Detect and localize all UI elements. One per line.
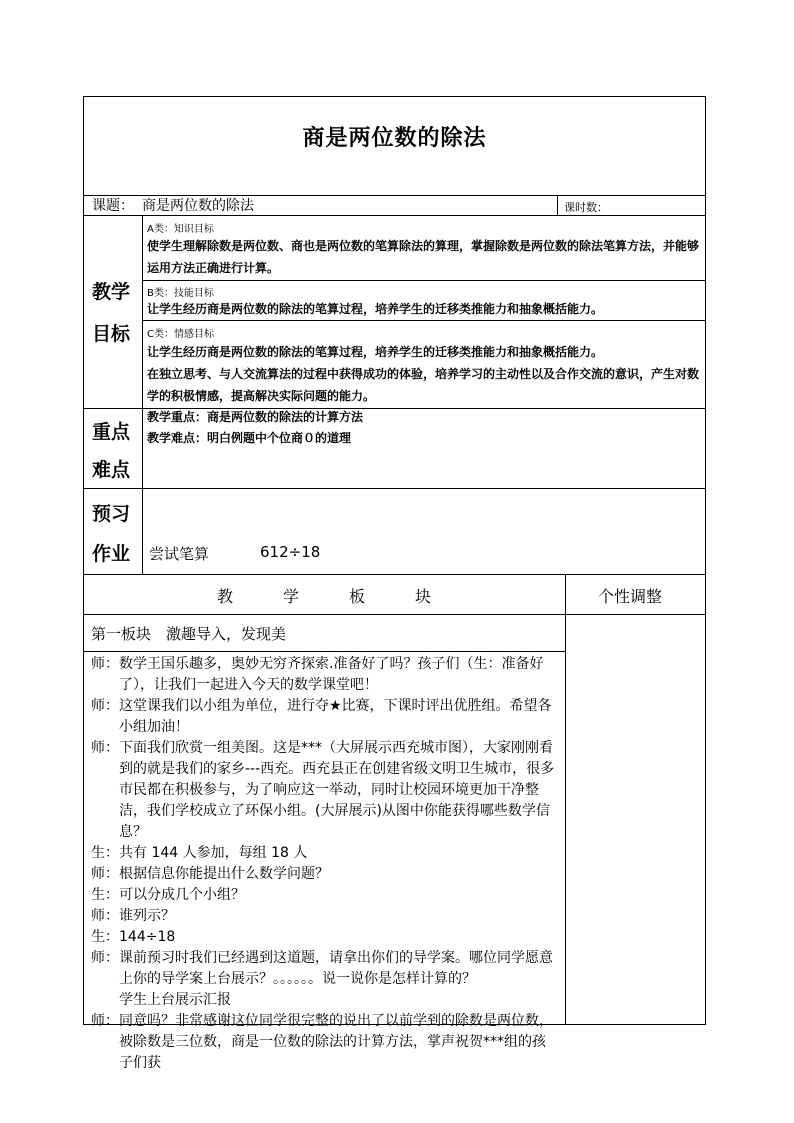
dialogue-line: 师：下面我们欣赏一组美图。这是***（大屏展示西充城市图），大家刚刚看到的就是我们的家乡---西充。西充县正在创建省级文明卫生城市，很多市民都在积极参与，为了响应这一举动，同时让校园环境更加干净整洁，我们学校成立了环保小组。(大屏展示)从图中你能获得哪些数学信息？	[91, 740, 555, 840]
class-hours-label: 课时数：	[564, 201, 608, 214]
dialogue-line: 师：这堂课我们以小组为单位，进行夺★比赛，下课时评出优胜组。希望各小组加油！	[91, 698, 552, 735]
keypoints-label-line1: 重点	[92, 421, 131, 443]
dialogue-line: 师：谁列示？	[91, 908, 175, 924]
header-char-4: 块	[415, 587, 432, 606]
dialogue-line: 生：可以分成几个小组？	[91, 887, 245, 903]
dialogue-line: 师：同意吗？非常感谢这位同学很完整的说出了以前学到的除数是两位数，被除数是三位数，商是一位数的除法的计算方法，掌声祝贺***组的孩子们获	[91, 1013, 553, 1071]
dialogue-line: 师：根据信息你能提出什么数学问题？	[91, 866, 329, 882]
dialogue-line: 师：数学王国乐趣多，奥妙无穷齐探索.准备好了吗？孩子们（生：准备好了），让我们一起进入今天的数学课堂吧！	[91, 656, 544, 693]
preview-expression: 612÷18	[260, 543, 321, 561]
lesson-plan-table	[83, 96, 706, 1071]
section1-title: 第一板块 激趣导入，发现美	[91, 625, 287, 643]
dialogue-line: 学生上台展示汇报	[119, 992, 231, 1008]
difficult-point-text: 教学难点：明白例题中个位商０的道理	[147, 431, 352, 445]
goal-a-text: 使学生理解除数是两位数、商也是两位数的笔算除法的算理，掌握除数是两位数的除法笔算方法，并能够运用方法正确进行计算。	[147, 239, 700, 275]
goal-c-text2: 在独立思考、与人交流算法的过程中获得成功的体验，培养学习的主动性以及合作交流的意识，产生对数学的积极情感，提高解决实际问题的能力。	[147, 367, 700, 403]
course-value: 商是两位数的除法	[142, 198, 254, 214]
keypoints-label-line2: 难点	[92, 459, 131, 481]
preview-label-line2: 作业	[92, 543, 131, 565]
preview-text: 尝试笔算	[149, 545, 210, 563]
goals-label-line1: 教学	[92, 281, 131, 303]
dialogue-line: 生：共有 144 人参加，每组 18 人	[91, 845, 308, 861]
goal-b-label: B类：技能目标	[147, 288, 214, 299]
preview-label-line1: 预习	[92, 503, 131, 525]
goal-a-label: A类：知识目标	[147, 224, 214, 235]
dialogue-line: 师：课前预习时我们已经遇到这道题，请拿出你们的导学案。哪位同学愿意上你的导学案上台展示？。。。。。。说一说你是怎样计算的？	[91, 950, 553, 987]
goal-b-text: 让学生经历商是两位数的除法的笔算过程，培养学生的迁移类推能力和抽象概括能力。	[147, 302, 604, 316]
dialogue-block	[91, 654, 559, 1074]
goals-label-line2: 目标	[92, 323, 131, 345]
key-point-text: 教学重点：商是两位数的除法的计算方法	[147, 410, 364, 424]
header-char-2: 学	[283, 587, 300, 606]
adjust-header: 个性调整	[598, 587, 663, 606]
page-title: 商是两位数的除法	[302, 126, 487, 151]
header-char-1: 教	[217, 587, 234, 606]
goal-c-text1: 让学生经历商是两位数的除法的笔算过程，培养学生的迁移类推能力和抽象概括能力。	[147, 345, 604, 359]
header-char-3: 板	[349, 587, 366, 606]
course-label: 课题：	[92, 198, 134, 214]
goal-c-label: C类：情感目标	[147, 329, 214, 340]
dialogue-line: 生：144÷18	[91, 929, 176, 945]
